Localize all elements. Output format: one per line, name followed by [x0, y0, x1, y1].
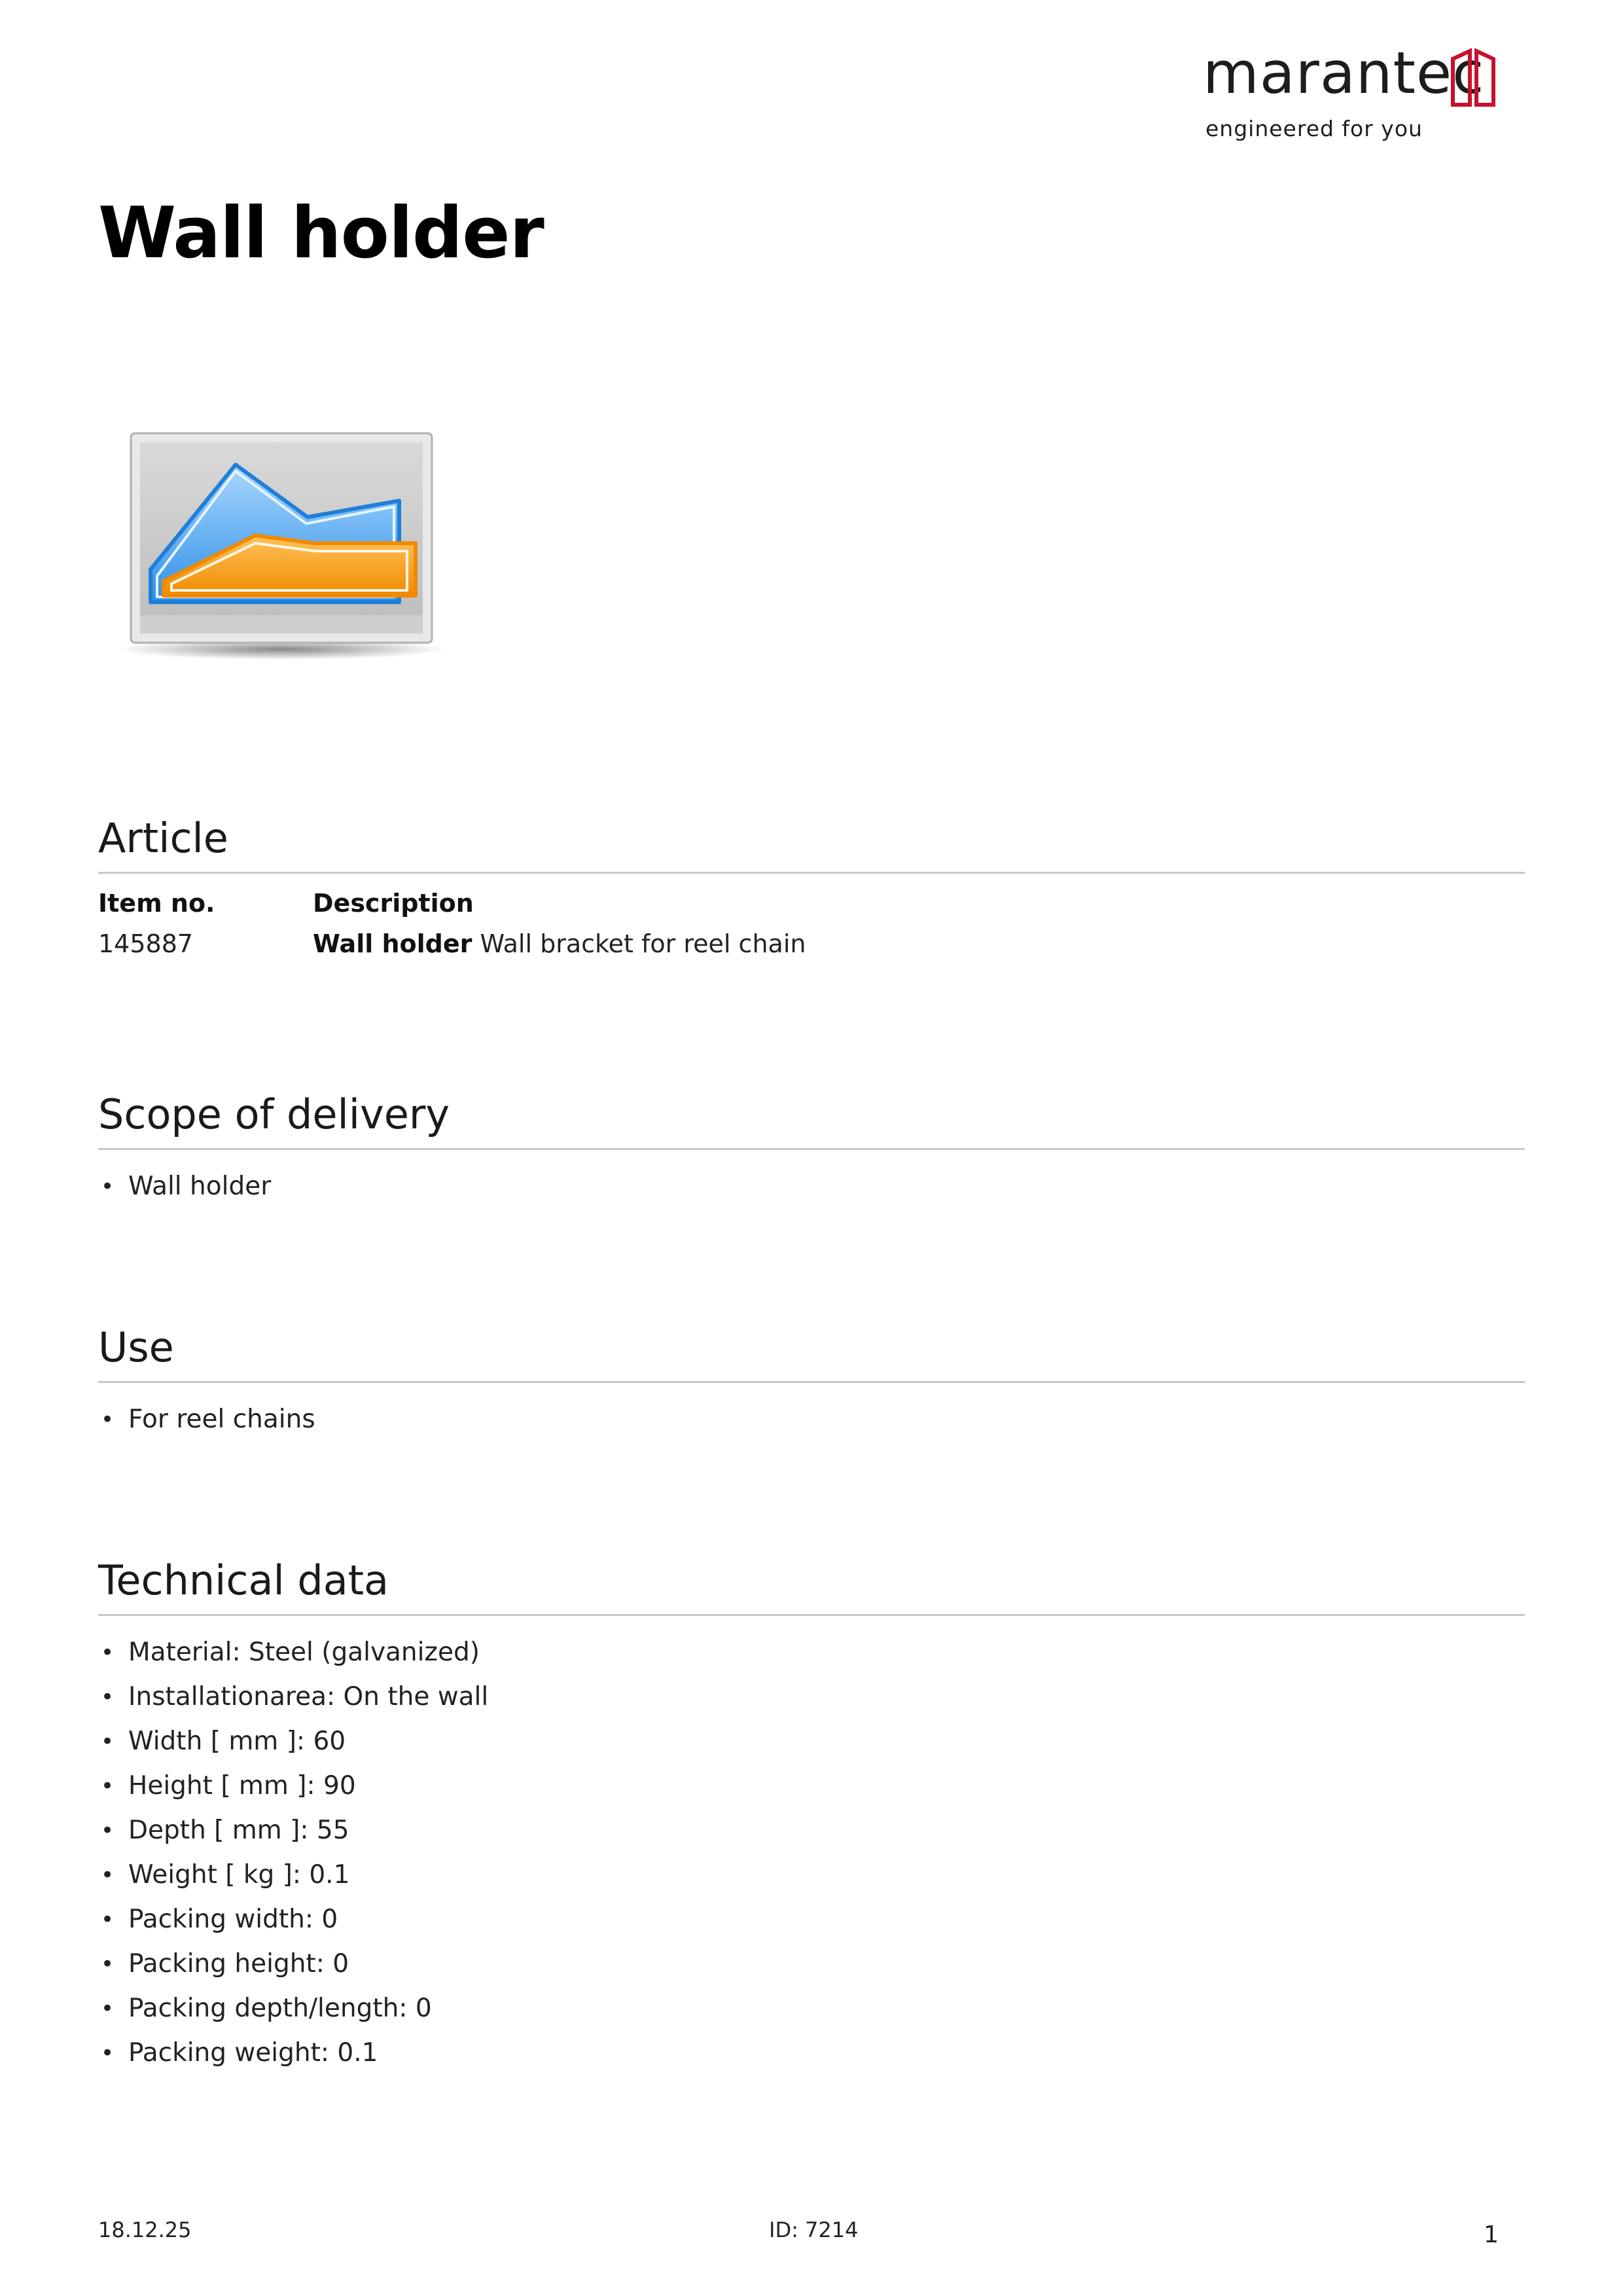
list-item: • Depth [ mm ]: 55 — [98, 1808, 1525, 1853]
article-section — [98, 814, 1525, 961]
list-item: • Packing weight: 0.1 — [98, 2031, 1525, 2075]
item-description — [313, 927, 1525, 961]
list-item: • Height [ mm ]: 90 — [98, 1764, 1525, 1808]
list-item: • For reel chains — [98, 1397, 1525, 1442]
section-heading: Article — [98, 814, 1525, 874]
list-item: • Wall holder — [98, 1164, 1525, 1209]
list-item: • Installationarea: On the wall — [98, 1675, 1525, 1719]
item-description-text: Wall bracket for reel chain — [480, 929, 806, 958]
page-footer — [98, 2217, 1499, 2250]
footer-id: ID: 7214 — [769, 2217, 859, 2242]
item-number: 145887 — [98, 929, 194, 958]
scope-list — [98, 1164, 1525, 1209]
list-item: • Width [ mm ]: 60 — [98, 1719, 1525, 1764]
list-item: • Packing height: 0 — [98, 1942, 1525, 1986]
section-heading: Use — [98, 1323, 1525, 1383]
footer-date: 18.12.25 — [98, 2217, 192, 2242]
column-header-item-no: Item no. — [98, 889, 215, 918]
list-item: • Packing depth/length: 0 — [98, 1986, 1525, 2031]
marantec-mark-icon — [1450, 45, 1497, 110]
use-list — [98, 1397, 1525, 1442]
scope-section — [98, 1090, 1525, 1209]
page-title: Wall holder — [98, 192, 544, 274]
chart-placeholder-icon — [111, 419, 452, 668]
list-item: • Weight [ kg ]: 0.1 — [98, 1853, 1525, 1897]
section-heading: Technical data — [98, 1556, 1525, 1616]
brand-tagline: engineered for you — [1205, 116, 1423, 141]
item-description-name: Wall holder — [313, 929, 473, 958]
technical-list — [98, 1630, 1525, 2075]
section-heading: Scope of delivery — [98, 1090, 1525, 1150]
brand-name: marantec — [1203, 39, 1485, 107]
list-item: • Packing width: 0 — [98, 1897, 1525, 1942]
page-number: 1 — [1484, 2221, 1499, 2248]
brand-logo — [1203, 39, 1504, 149]
list-item: • Material: Steel (galvanized) — [98, 1630, 1525, 1675]
column-header-description: Description — [313, 889, 474, 918]
article-table — [98, 887, 1525, 961]
use-section — [98, 1323, 1525, 1442]
technical-section — [98, 1556, 1525, 2075]
